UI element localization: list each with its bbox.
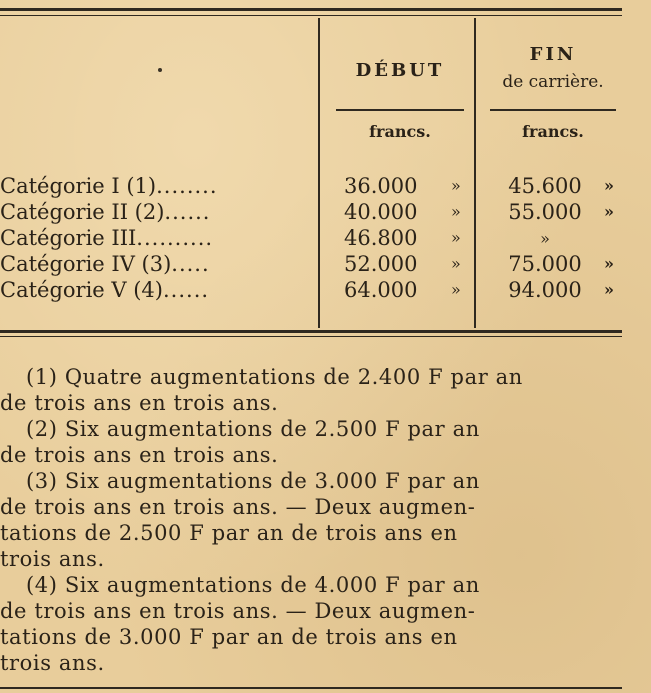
footnote-line: tations de 2.500 F par an de trois ans en [0, 521, 458, 545]
header-underline-debut [336, 109, 464, 111]
row-debut-mark: » [451, 202, 461, 221]
footnote-line: (2) Six augmentations de 2.500 F par an [26, 417, 480, 441]
table-row [0, 200, 622, 226]
footnote-line: trois ans. [0, 651, 105, 675]
row-debut-mark: » [451, 176, 461, 195]
row-fin-value: 45.600 [508, 174, 582, 198]
table-row [0, 278, 622, 304]
row-debut-value: 52.000 [344, 252, 418, 276]
row-debut-value: 46.800 [344, 226, 418, 250]
table-bottom-rule-thin [0, 336, 622, 337]
row-label: Catégorie II (2)...... [0, 200, 211, 224]
footnote-3 [0, 468, 622, 572]
footnote-2 [0, 416, 622, 468]
table-row [0, 174, 622, 200]
row-debut-mark: » [451, 228, 461, 247]
footnote-line: de trois ans en trois ans. — Deux augmen- [0, 495, 476, 519]
footnote-line: de trois ans en trois ans. [0, 443, 279, 467]
footnote-line: (4) Six augmentations de 4.000 F par an [26, 573, 480, 597]
footnote-line: (1) Quatre augmentations de 2.400 F par an [26, 365, 523, 389]
row-debut-mark: » [451, 280, 461, 299]
table-row [0, 252, 622, 278]
page-bottom-rule [0, 687, 622, 689]
top-rule-thin [0, 15, 622, 16]
row-debut-value: 36.000 [344, 174, 418, 198]
footnote-line: tations de 3.000 F par an de trois ans en [0, 625, 458, 649]
top-rule-thick [0, 8, 622, 11]
row-fin-mark: » [604, 202, 614, 221]
table-row [0, 226, 622, 252]
header-underline-fin [490, 109, 616, 111]
row-fin-value: 55.000 [508, 200, 582, 224]
footnote-line: (3) Six augmentations de 3.000 F par an [26, 469, 480, 493]
row-debut-value: 64.000 [344, 278, 418, 302]
stub-header-dot [158, 68, 162, 72]
footnote-line: de trois ans en trois ans. — Deux augmen- [0, 599, 476, 623]
row-label: Catégorie IV (3)..... [0, 252, 210, 276]
footnote-line: trois ans. [0, 547, 105, 571]
row-debut-mark: » [451, 254, 461, 273]
row-label: Catégorie III.......... [0, 226, 214, 250]
header-debut: DÉBUT [355, 60, 445, 81]
table-bottom-rule-thick [0, 330, 622, 333]
row-label: Catégorie V (4)...... [0, 278, 210, 302]
row-fin-mark: » [604, 176, 614, 195]
unit-debut: francs. [369, 122, 431, 141]
row-fin-value: 94.000 [508, 278, 582, 302]
row-debut-value: 40.000 [344, 200, 418, 224]
row-fin-value: » [540, 229, 550, 248]
header-fin: FIN [529, 44, 577, 65]
unit-fin: francs. [522, 122, 584, 141]
row-label: Catégorie I (1)........ [0, 174, 218, 198]
row-fin-mark: » [604, 280, 614, 299]
row-fin-mark: » [604, 254, 614, 273]
footnote-line: de trois ans en trois ans. [0, 391, 279, 415]
footnote-1 [0, 364, 622, 416]
footnote-4 [0, 572, 622, 676]
header-fin-subtitle: de carrière. [502, 72, 604, 92]
row-fin-value: 75.000 [508, 252, 582, 276]
